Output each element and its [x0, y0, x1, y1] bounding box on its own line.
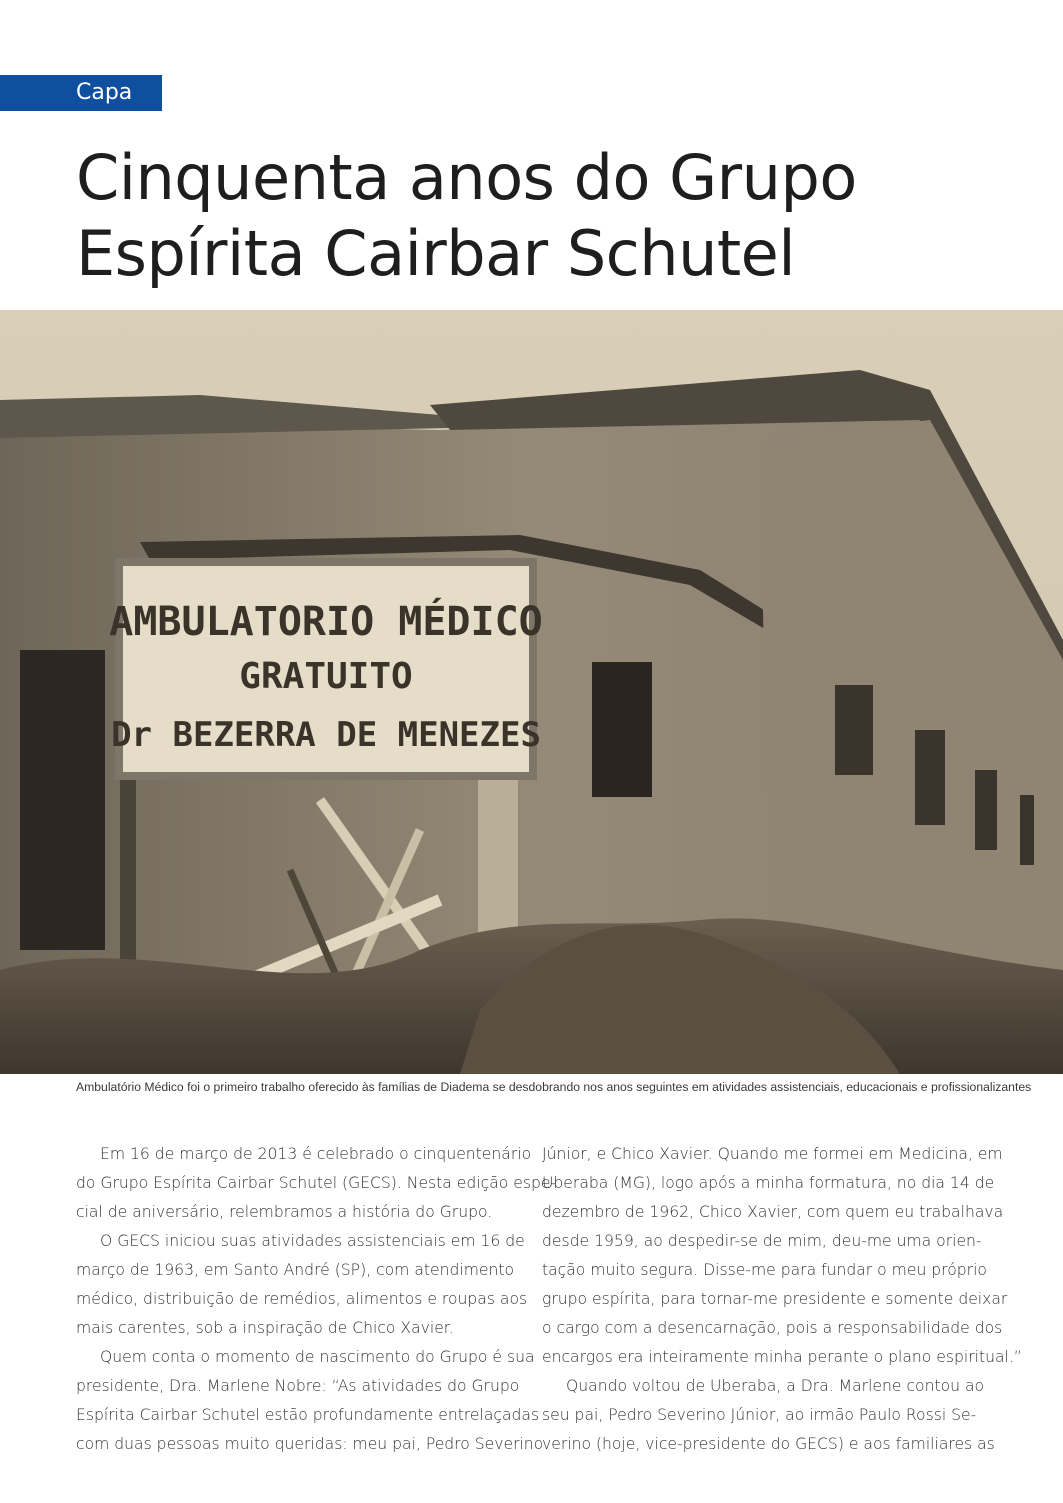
- body-line: tação muito segura. Disse-me para fundar o meu próprio: [542, 1261, 987, 1279]
- body-line: mais carentes, sob a inspiração de Chico Xavier.: [76, 1319, 454, 1337]
- body-line: presidente, Dra. Marlene Nobre: “As atividades do Grupo: [76, 1377, 520, 1395]
- sign-line-2: GRATUITO: [239, 656, 413, 697]
- body-line: encargos era inteiramente minha perante o plano espiritual.”: [542, 1348, 1022, 1366]
- body-line: com duas pessoas muito queridas: meu pai, Pedro Severino: [76, 1435, 544, 1453]
- sign-line-1: AMBULATORIO MÉDICO: [109, 599, 543, 645]
- body-line: seu pai, Pedro Severino Júnior, ao irmão Paulo Rossi Se-: [542, 1406, 977, 1424]
- photo-caption: Ambulatório Médico foi o primeiro trabalho oferecido às famílias de Diadema se desdobrando nos anos seguintes em atividades assistenciais, educacionais e profissionalizantes: [76, 1080, 1032, 1094]
- body-line: Espírita Cairbar Schutel estão profundamente entrelaçadas: [76, 1406, 540, 1424]
- body-line: o cargo com a desencarnação, pois a responsabilidade dos: [542, 1319, 1003, 1337]
- title-line-2: Espírita Cairbar Schutel: [76, 217, 796, 290]
- body-line: cial de aniversário, relembramos a história do Grupo.: [76, 1203, 493, 1221]
- body-line: Quem conta o momento de nascimento do Grupo é sua: [100, 1348, 535, 1366]
- body-line: verino (hoje, vice-presidente do GECS) e aos familiares as: [542, 1435, 995, 1453]
- sign-line-3: Dr BEZERRA DE MENEZES: [111, 715, 541, 755]
- historic-photo: [0, 310, 1063, 1074]
- body-line: dezembro de 1962, Chico Xavier, com quem eu trabalhava: [542, 1203, 1004, 1221]
- body-column-right: [542, 1140, 1022, 1459]
- body-line: desde 1959, ao despedir-se de mim, deu-me uma orien-: [542, 1232, 982, 1250]
- article-title: [76, 140, 1036, 292]
- body-line: do Grupo Espírita Cairbar Schutel (GECS). Nesta edição espe-: [76, 1174, 557, 1192]
- body-line: O GECS iniciou suas atividades assistenciais em 16 de: [100, 1232, 525, 1250]
- section-tag: Capa: [0, 75, 162, 111]
- body-line: Quando voltou de Uberaba, a Dra. Marlene contou ao: [566, 1377, 985, 1395]
- body-line: Júnior, e Chico Xavier. Quando me formei em Medicina, em: [542, 1145, 1003, 1163]
- body-line: médico, distribuição de remédios, alimentos e roupas aos: [76, 1290, 528, 1308]
- body-line: março de 1963, em Santo André (SP), com atendimento: [76, 1261, 515, 1279]
- body-line: grupo espírita, para tornar-me presidente e somente deixar: [542, 1290, 1008, 1308]
- photo-illustration: [0, 310, 1063, 1074]
- title-line-1: Cinquenta anos do Grupo: [76, 141, 857, 214]
- body-line: Uberaba (MG), logo após a minha formatura, no dia 14 de: [542, 1174, 995, 1192]
- body-line: Em 16 de março de 2013 é celebrado o cinquentenário: [100, 1145, 532, 1163]
- body-column-left: [76, 1140, 557, 1459]
